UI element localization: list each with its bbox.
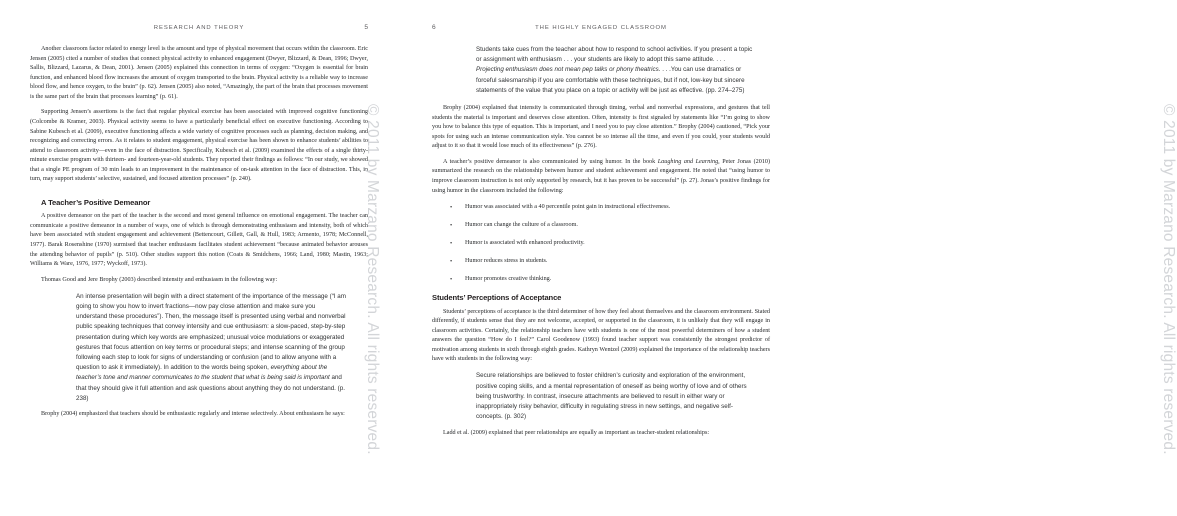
paragraph: Brophy (2004) explained that intensity is communicated through timing, verbal and nonverbal expressions, and gestures that tell students the material is important and deserves close attention. Often, intensity is first signaled by statements like “I’m going to show you how to balance this type of equation. This is important, and I need you to pay close attention.” Brophy (2004) cautioned, “Pick your spots for using such an intense communication style. You cannot be so intense all the time, and even if you could, your students would adjust to it so that it would lose much of its effectiveness” (p. 276). bbox=[432, 105, 770, 150]
paragraph: Another classroom factor related to energy level is the amount and type of physical movement that occurs within the classroom. Eric Jensen (2005) cited a number of studies that connect physical activity to enhanced engagement (Dwyer, Blizzard, & Dean, 1996; Dwyer, Sallis, Blizzard, Lazarus, & Dean, 2001). Jensen (2005) explained this connection in terms of oxygen: “Oxygen is essential for brain function, and enhanced blood flow increases the amount of oxygen transported to the brain. Physical activity is a reliable way to increase blood flow, and hence oxygen, to the brain” (p. 62). Jensen (2005) also noted, “Amazingly, the part of the brain that processes movement is the same part of the brain that processes learning” (p. 61). bbox=[30, 46, 368, 100]
quote-text: An intense presentation will begin with a direct statement of the importance of the message (“I am going to show you how to invert fractions—now pay close attention and make sure you understand these procedures”). Then, the message itself is presented using verbal and nonverbal public speaking techniques that convey intensity and cue enthusiasm: a slow-paced, step-by-step presentation during which key words are emphasized; unusual voice modulations or exaggerated gestures that focus attention on key terms or procedural steps; and intense scanning of the group following each step to look for signs of understanding or confusion (and to allow anyone with a question to ask it immediately). In addition to the words being spoken, bbox=[76, 292, 346, 372]
right-running-head-title: THE HIGHLY ENGAGED CLASSROOM bbox=[535, 25, 667, 31]
block-quote-good-brophy bbox=[30, 292, 368, 404]
paragraph: Brophy (2004) emphasized that teachers should be enthusiastic regularly and intense selectively. About enthusiasm he says: bbox=[41, 411, 345, 418]
paragraph-tail: , Peter Jonas (2010) summarized the research on the relationship between humor and student achievement and engagement. He noted that “using humor to improve classroom instruction is not only supported by research, but it has proven to be successful” (p. 27). Jonas’s positive findings for using humor in the classroom included the following: bbox=[432, 158, 770, 194]
quote-text-tail: and that they should give it full attention and ask questions about anything they do not understand. (p. 238) bbox=[76, 374, 345, 402]
copyright-watermark: © 2011 by Marzano Research. All rights reserved. bbox=[364, 104, 381, 455]
right-running-head bbox=[432, 24, 770, 36]
list-item: • Humor was associated with a 40 percentile point gain in instructional effectiveness. bbox=[450, 203, 764, 212]
block-quote-brophy-enthusiasm bbox=[432, 45, 770, 96]
list-item: • Humor reduces stress in students. bbox=[450, 257, 764, 266]
left-page bbox=[0, 0, 400, 516]
block-quote-wentzel: Secure relationships are believed to foster children’s curiosity and exploration of the environment, positive coping skills, and a mental representation of oneself as being worthy of love and of others being trustworthy. In contrast, insecure attachments are believed to result in either wary or inappropriately risky behavior, difficulty in regulating stress in new settings, and negative self-concepts. (p. 302) bbox=[476, 372, 747, 421]
copyright-watermark: © 2011 by Marzano Research. All rights reserved. bbox=[1160, 104, 1177, 455]
paragraph-humor bbox=[432, 158, 770, 196]
quote-text-tail: . . .You can use dramatics or forceful salesmanship if you are comfortable with these techniques, but if not, low-key but sincere statements of the value that you place on a topic or activity will be just as effective. (pp. 274–275) bbox=[476, 66, 745, 94]
list-item: • Humor promotes creative thinking. bbox=[450, 275, 764, 284]
left-running-head-title: RESEARCH AND THEORY bbox=[153, 25, 245, 31]
right-page-number: 6 bbox=[432, 24, 436, 31]
list-item: • Humor can change the culture of a classroom. bbox=[450, 221, 764, 230]
book-title-laughing-and-learning: Laughing and Learning bbox=[657, 158, 719, 165]
right-page bbox=[400, 0, 1177, 516]
left-page-number: 5 bbox=[364, 24, 368, 31]
quote-text: Students take cues from the teacher about how to respond to school activities. If you present a topic or assignment with enthusiasm . . . your students are likely to adopt this same attitude. . . . bbox=[476, 46, 753, 64]
quote-emphasis: Projecting enthusiasm does not mean pep talks or phony theatrics. bbox=[476, 66, 661, 74]
section-heading-teacher-demeanor: A Teacher’s Positive Demeanor bbox=[41, 197, 151, 207]
paragraph: Students’ perceptions of acceptance is the third determiner of how they feel about themselves and the classroom environment. Stated differently, if students sense that they are not welcome, accepted, or supported in the classroom, it is unlikely that they will engage in classroom activities. Certainly, the relationship teachers have with students is one of the most powerful determiners of how a student answers the question “How do I feel?” Carol Goodenow (1993) found teacher support was consistently the strongest predictor of motivation among students in sixth through eighth grades. Kathryn Wentzel (2009) explained the importance of the relationship teachers have with students in the following way: bbox=[432, 308, 770, 363]
list-item: • Humor is associated with enhanced productivity. bbox=[450, 239, 764, 248]
right-page-column bbox=[432, 45, 770, 438]
paragraph-lead: A teacher’s positive demeanor is also communicated by using humor. In the book bbox=[443, 158, 658, 165]
paragraph: Supporting Jensen’s assertions is the fact that regular physical exercise has been associated with improved cognitive functioning (Colcombe & Kramer, 2003). Physical activity seems to have a particularly beneficial effect on executive functioning. According to Sabine Kubesch et al. (2009), executive functioning affects a wide variety of cognitive processes such as planning, decision making, and recognizing and correcting errors. As it relates to student engagement, physical exercise has been shown to enhance students’ abilities to attend to classroom activity—even in the face of distraction. Specifically, Kubesch et al. (2009) examined the effects of a single thirty-minute exercise program with thirteen- and fourteen-year-old students. They reported their findings as follows: “In our study, we showed that a single PE program of 30 min leads to an improvement in the maintenance of on-task attention in the face of distraction. This, in turn, may support students’ selective, sustained, and focused attention processes” (p. 240). bbox=[30, 109, 368, 183]
left-page-column bbox=[30, 45, 368, 420]
humor-findings-list bbox=[432, 203, 770, 284]
paragraph: Ladd et al. (2009) explained that peer relationships are equally as important as teacher-student relationships: bbox=[443, 429, 710, 436]
left-running-head bbox=[30, 24, 368, 36]
paragraph: Thomas Good and Jere Brophy (2003) described intensity and enthusiasm in the following way: bbox=[41, 276, 278, 283]
quote-emphasis: everything about the teacher’s tone and manner communicates to the student that what is being said is important bbox=[76, 364, 330, 382]
paragraph: A positive demeanor on the part of the teacher is the second and most general influence on emotional engagement. The teacher can communicate a positive demeanor in a number of ways, one of which is through demonstrating enthusiasm and intensity, both of which have been associated with student engagement and achievement (Bettencourt, Gillett, Gall, & Hull, 1983; Armento, 1978; McConnell, 1977). Barak Rosenshine (1970) surmised that teacher enthusiasm facilitates student achievement “because animated behavior arouses the attending behavior of pupils” (p. 510). Other studies support this notion (Coats & Smidchens, 1966; Land, 1980; Mastin, 1963; Williams & Ware, 1976, 1977; Wyckoff, 1973). bbox=[30, 213, 368, 268]
section-heading-perceptions-acceptance: Students’ Perceptions of Acceptance bbox=[432, 293, 562, 303]
